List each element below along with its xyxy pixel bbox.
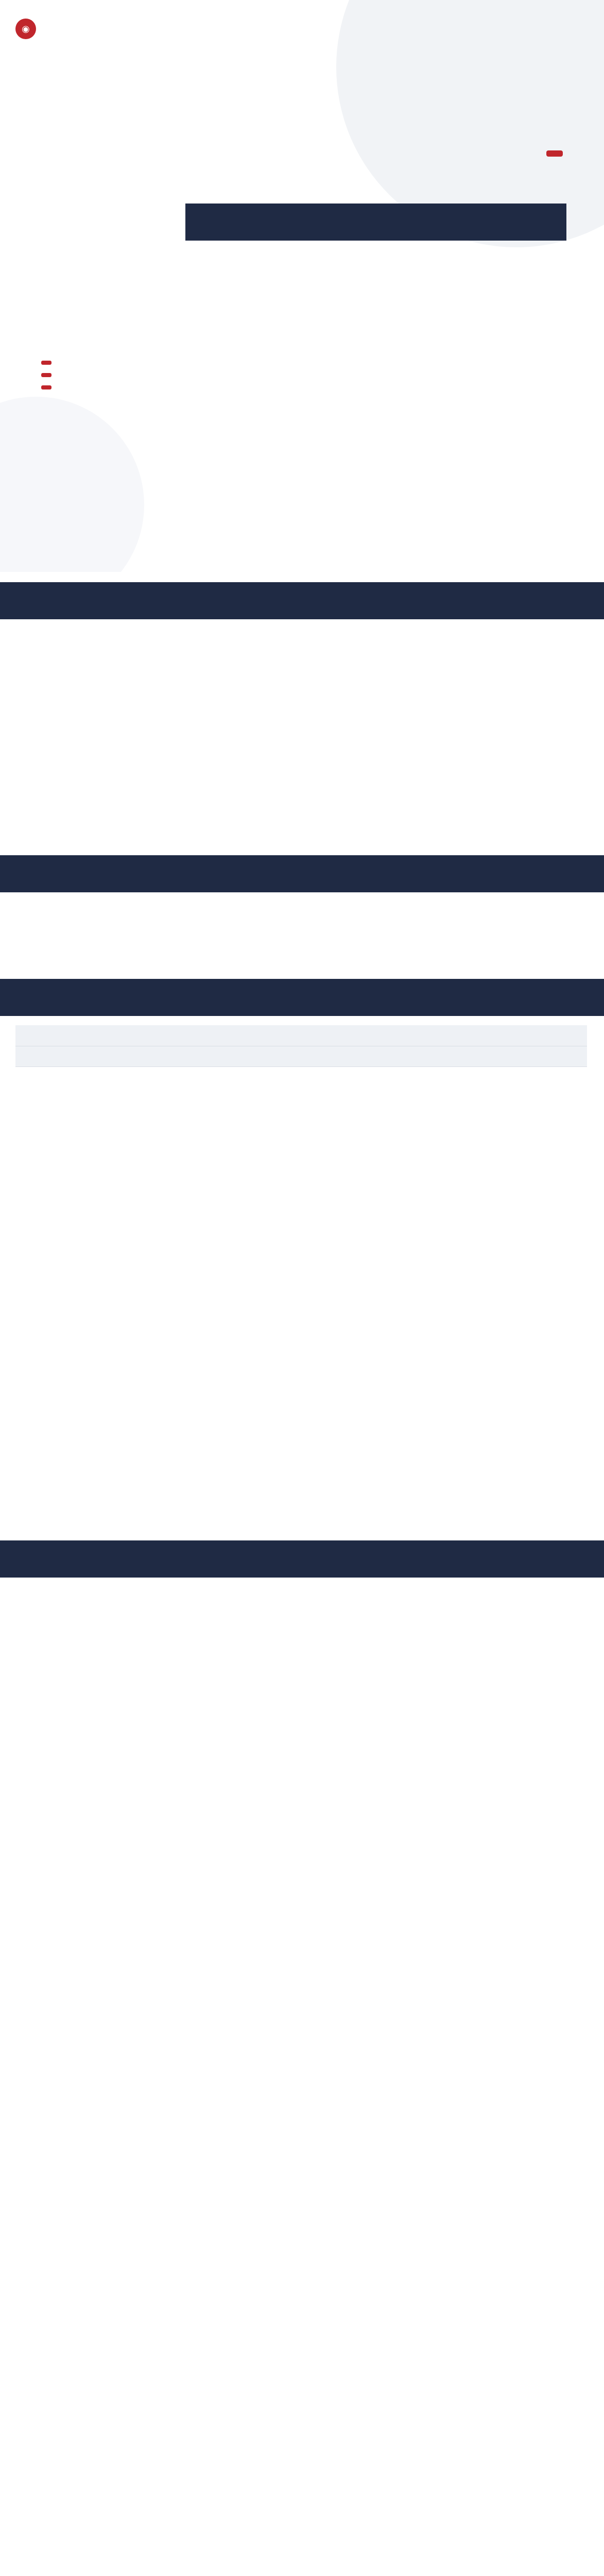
program-header — [15, 1025, 587, 1046]
program-col-header — [15, 1046, 587, 1066]
hero-title-row — [0, 98, 604, 174]
org-badge — [41, 385, 51, 389]
col-time — [15, 1046, 88, 1066]
org-row — [41, 385, 59, 389]
committee-title — [0, 855, 604, 892]
org-row — [41, 373, 59, 377]
org-badge — [41, 373, 51, 377]
hero-subtitle — [185, 204, 566, 241]
hero-decoration — [0, 397, 144, 572]
col-item — [88, 1046, 587, 1066]
hero-banner — [0, 0, 604, 572]
event-meta — [41, 286, 47, 340]
program-title — [0, 979, 604, 1016]
event-date — [41, 286, 47, 303]
program-table — [15, 1025, 587, 1067]
speakers-title — [0, 1540, 604, 1578]
org-row — [41, 361, 59, 365]
greeting-body — [15, 634, 587, 646]
kiisc-logo-icon: ◉ — [15, 19, 36, 39]
header-logo[interactable] — [15, 19, 41, 39]
organizers — [41, 361, 59, 398]
online-badge — [546, 150, 563, 157]
program-header-cell — [15, 1025, 587, 1046]
event-place — [41, 313, 47, 330]
org-badge — [41, 361, 51, 365]
greeting-title — [0, 582, 604, 619]
